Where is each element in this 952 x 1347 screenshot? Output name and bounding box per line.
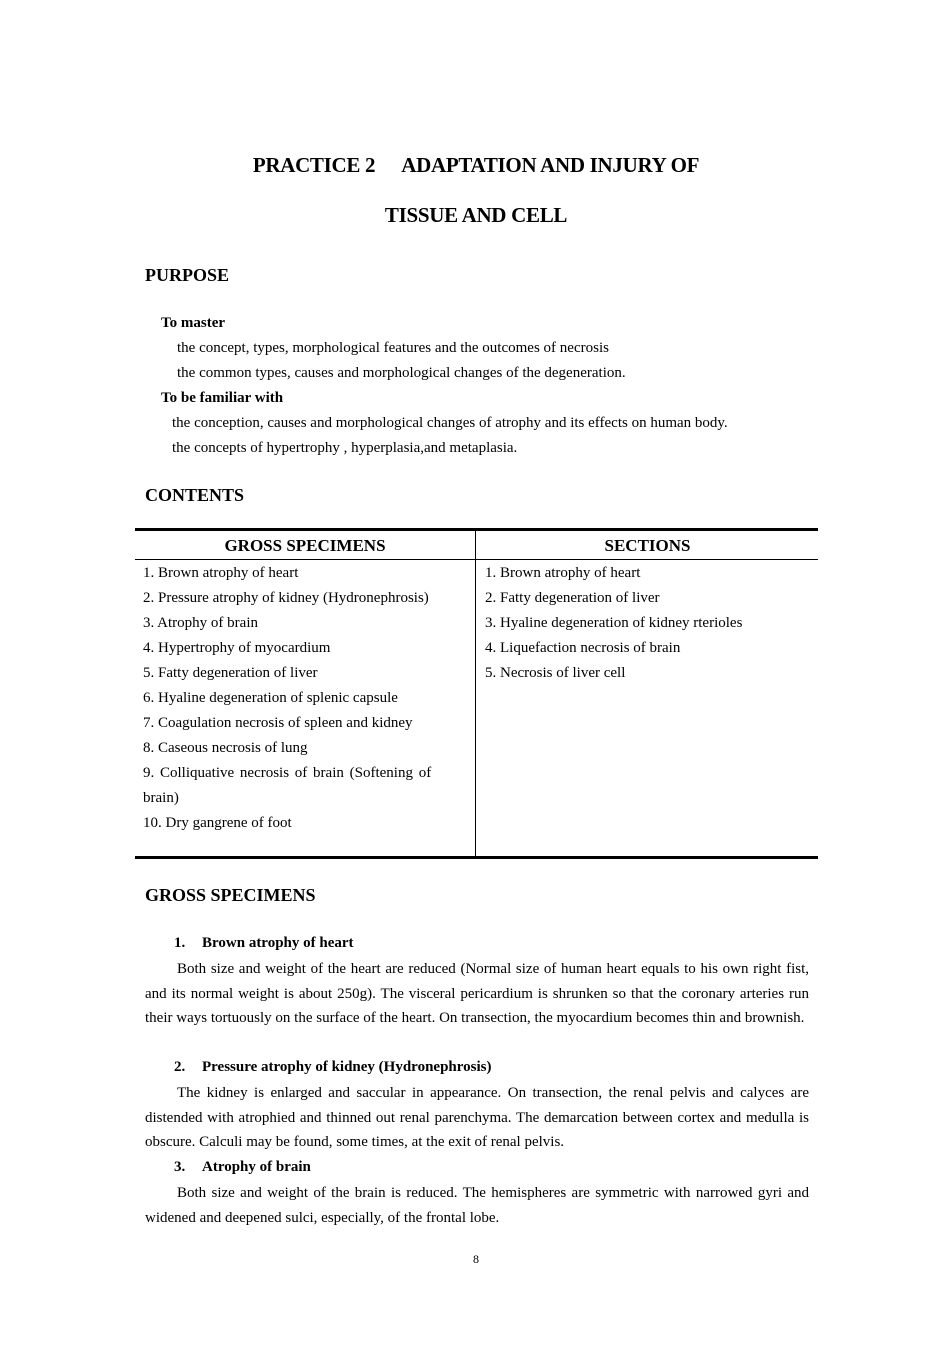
sections-column-header: SECTIONS: [604, 536, 691, 555]
specimen-title-text: Atrophy of brain: [202, 1159, 311, 1175]
familiar-label: To be familiar with: [161, 390, 284, 406]
title-main: ADAPTATION AND INJURY OF: [401, 153, 700, 177]
section-row: 4. Liquefaction necrosis of brain: [485, 640, 681, 656]
section-row: 2. Fatty degeneration of liver: [485, 590, 660, 606]
gross-specimens-heading: GROSS SPECIMENS: [145, 885, 316, 905]
gross-row: 8. Caseous necrosis of lung: [143, 740, 308, 756]
gross-row: 9. Colliquative necrosis of brain (Softening of: [143, 765, 432, 781]
familiar-item: the concepts of hypertrophy , hyperplasia,and metaplasia.: [172, 440, 518, 456]
specimen-title: [174, 1159, 311, 1176]
specimen-description: [145, 957, 809, 1031]
specimen-title: [174, 1059, 491, 1076]
specimen-title-text: Brown atrophy of heart: [202, 935, 354, 951]
gross-row: 4. Hypertrophy of myocardium: [143, 640, 331, 656]
master-item: the concept, types, morphological features and the outcomes of necrosis: [177, 340, 609, 356]
familiar-item: the conception, causes and morphological changes of atrophy and its effects on human body.: [172, 415, 728, 431]
gross-row: 10. Dry gangrene of foot: [143, 815, 292, 831]
specimen-number: 3.: [174, 1159, 186, 1175]
section-row: 3. Hyaline degeneration of kidney rterioles: [485, 615, 743, 631]
specimen-description: [145, 1181, 809, 1230]
gross-row: 5. Fatty degeneration of liver: [143, 665, 318, 681]
gross-row: brain): [143, 790, 179, 806]
specimen-paragraph: Both size and weight of the heart are reduced (Normal size of human heart equals to his own right fist, and its normal weight is about 250g). The visceral pericardium is shrunken so that the coronary arteries run their ways tortuously on the surface of the heart. On transection, the myocardium becomes thin and brownish.: [145, 961, 809, 1027]
specimen-title: [174, 935, 354, 952]
specimen-number: 1.: [174, 935, 186, 951]
master-label: To master: [161, 315, 226, 331]
section-row: 5. Necrosis of liver cell: [485, 665, 626, 681]
page-number: 8: [473, 1252, 479, 1266]
title-line-1: [0, 153, 952, 178]
title-line-2: TISSUE AND CELL: [384, 203, 568, 227]
gross-row: 2. Pressure atrophy of kidney (Hydronephrosis): [143, 590, 429, 606]
gross-column-header: GROSS SPECIMENS: [224, 536, 386, 555]
contents-table: [135, 528, 818, 859]
contents-heading: CONTENTS: [145, 485, 245, 505]
gross-row: 6. Hyaline degeneration of splenic capsule: [143, 690, 398, 706]
table-column-divider: [475, 531, 476, 856]
specimen-number: 2.: [174, 1059, 186, 1075]
purpose-heading: PURPOSE: [145, 265, 230, 285]
section-row: 1. Brown atrophy of heart: [485, 565, 641, 581]
gross-row: 1. Brown atrophy of heart: [143, 565, 299, 581]
gross-row: 3. Atrophy of brain: [143, 615, 258, 631]
specimen-paragraph: The kidney is enlarged and saccular in appearance. On transection, the renal pelvis and calyces are distended with atrophied and thinned out renal parenchyma. The demarcation between cortex and medulla is obscure. Calculi may be found, some times, at the exit of renal pelvis.: [145, 1085, 809, 1151]
specimen-title-text: Pressure atrophy of kidney (Hydronephrosis): [202, 1059, 492, 1075]
practice-label: PRACTICE 2: [252, 153, 376, 177]
table-header-divider: [135, 559, 818, 560]
gross-row: 7. Coagulation necrosis of spleen and kidney: [143, 715, 413, 731]
master-item: the common types, causes and morphological changes of the degeneration.: [177, 365, 626, 381]
specimen-paragraph: Both size and weight of the brain is reduced. The hemispheres are symmetric with narrowed gyri and widened and deepened sulci, especially, of the frontal lobe.: [145, 1185, 809, 1226]
specimen-description: [145, 1081, 809, 1155]
